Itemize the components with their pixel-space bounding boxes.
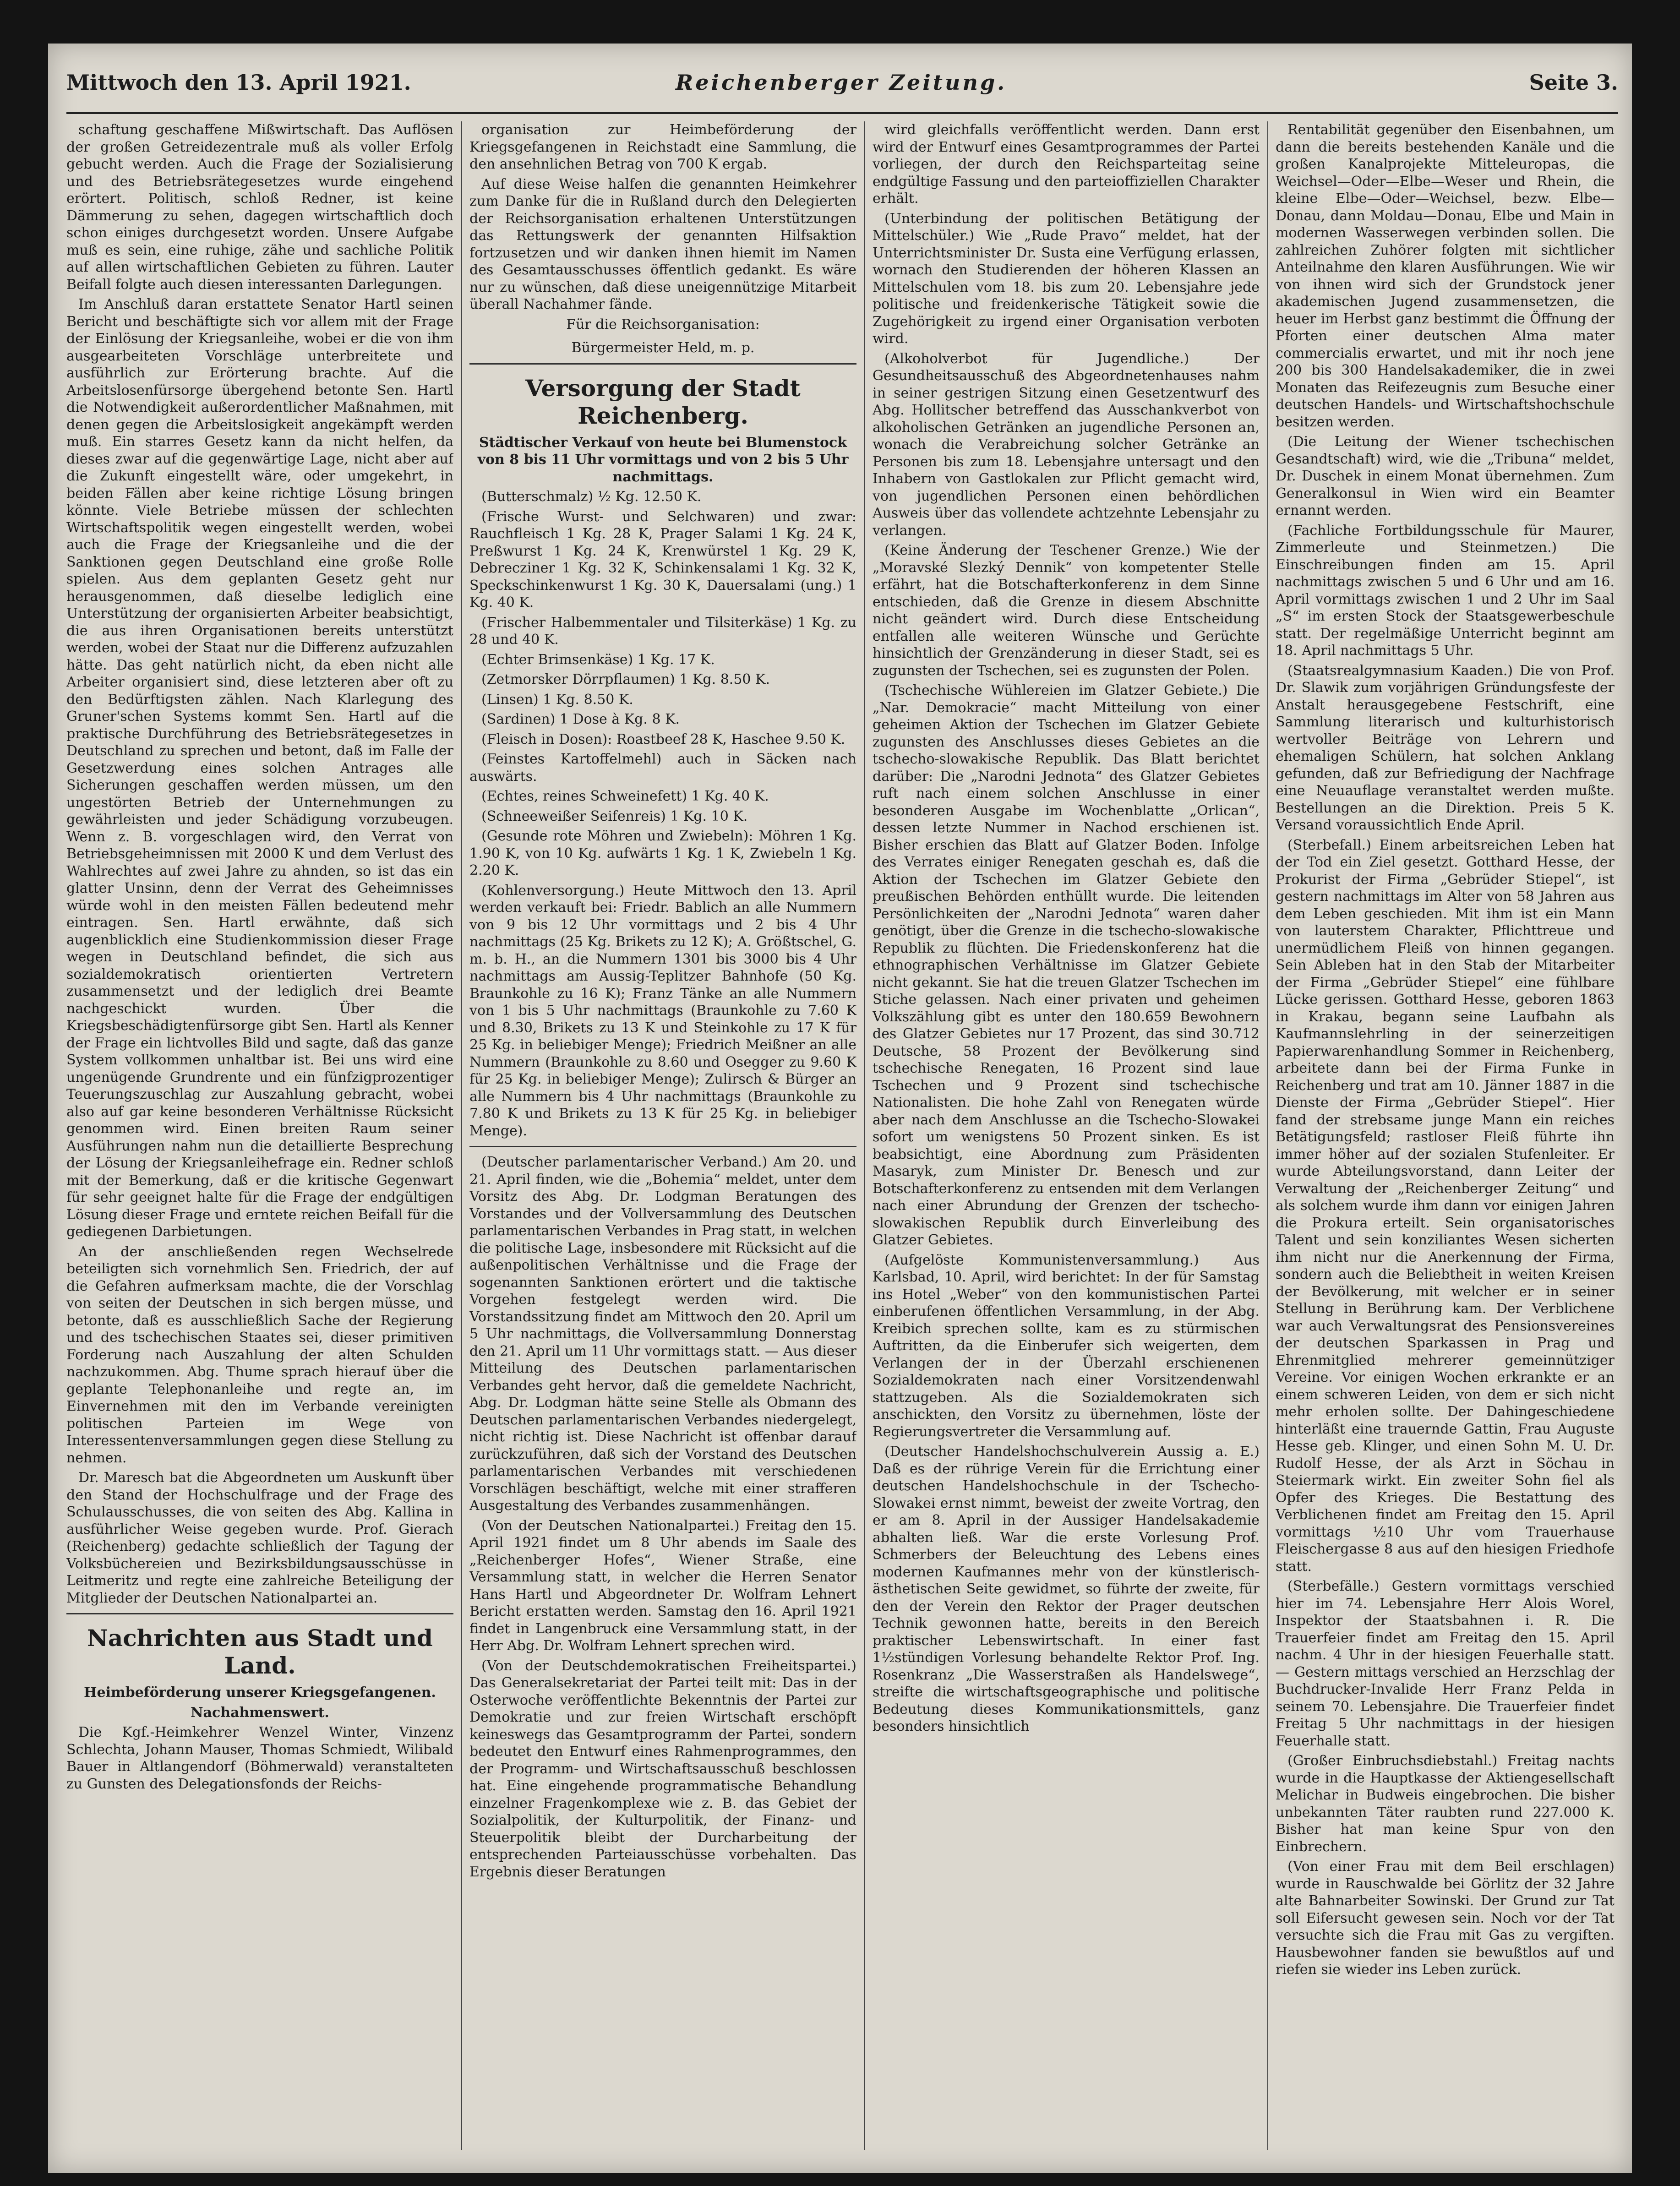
article-paragraph: (Staatsrealgymnasium Kaaden.) Die von Prof. Dr. Slawik zum vorjährigen Gründungsfeste der Anstalt herausgegebene Festschrift, eine Sammlung literarisch und kulturhistorisch wertvoller Beiträge von Lehrern und ehemaligen Schülern, hat solchen Anklang gefunden, daß zur Befriedigung der Nachfrage eine Neuauflage veranstaltet werden mußte. Bestellungen an die Direktion. Preis 5 K. Versand voraussichtlich Ende April. (1276, 662, 1615, 833)
section-subheading: Nachahmenswert. (191, 1704, 329, 1721)
article-paragraph: Auf diese Weise halfen die genannten Heimkehrer zum Danke für die in Rußland durch den Delegierten der Reichsorganisation erhaltenen Unterstützungen das Rettungswerk der genannten Hilfsaktion fortzusetzen und wir danken ihnen hiemit im Namen des Gesamtausschusses öffentlich gedankt. Es wäre nur zu wünschen, daß diese uneigennützige Mitarbeit überall Nachahmer fände. (469, 176, 856, 312)
article-paragraph: Die Kgf.-Heimkehrer Wenzel Winter, Vinzenz Schlechta, Johann Mauser, Thomas Schmiedt, Wilibald Bauer in Altlangendorf (Böhmerwald) veranstalteten zu Gunsten des Delegationsfonds der Reichs- (66, 1724, 453, 1792)
article-paragraph: (Tschechische Wühlereien im Glatzer Gebiete.) Die „Nar. Demokracie“ macht Mitteilung von einer geheimen Aktion der Tschechen im Glatzer Gebiete zugunsten des Anschlusses dieses Gebietes an die tschecho-slowakische Republik. Das Blatt berichtet darüber: Die „Narodni Jednota“ des Glatzer Gebietes ruft nach einem solchen Anschlusse in einer besonderen Ausgabe im Wochenblatte „Orlican“, dessen letzte Nummer in Nachod erschienen ist. Bisher erschien das Blatt auf Glatzer Boden. Infolge des Verrates einiger Renegaten geschah es, daß die Aktion der Tschechen im Glatzer Gebiete den preußischen Behörden enthüllt wurde. Die leitenden Persönlichkeiten der „Narodni Jednota“ waren daher genötigt, über die Grenze in die tschecho-slowakische Republik zu flüchten. Die Friedenskonferenz hat die ethnographischen Verhältnisse im Glatzer Gebiete nicht gekannt. Sie hat die treuen Glatzer Tschechen im Stiche gelassen. Nach einer privaten und geheimen Volkszählung gibt es unter den 180.659 Bewohnern des Glatzer Gebietes nur 17 Prozent, das sind 30.712 Deutsche, 58 Prozent der Bevölkerung sind tschechische Renegaten, 16 Prozent sind laue Tschechen und 9 Prozent sind tschechische Nationalisten. Die hohe Zahl von Renegaten würde aber nach dem Anschlusse an die Tschecho-Slowakei sofort um wenigstens 50 Prozent sinken. Es ist beabsichtigt, eine Abordnung zum Präsidenten Masaryk, zum Minister Dr. Benesch und zur Botschafterkonferenz zu entsenden mit dem Verlangen nach einer Abrundung der Grenzen der tschecho-slowakischen Republik durch Einverleibung des Glatzer Gebietes. (873, 682, 1260, 1248)
article-paragraph: (Aufgelöste Kommunistenversammlung.) Aus Karlsbad, 10. April, wird berichtet: In der für Samstag ins Hotel „Weber“ von den kommunistischen Partei einberufenen öffentlichen Versammlung, in der Abg. Kreibich sprechen sollte, kam es zu stürmischen Auftritten, da die Einberufer sich weigerten, dem Verlangen der in der Überzahl erschienenen Sozialdemokraten nach einer Vorsitzendenwahl stattzugeben. Als die Sozialdemokraten sich anschickten, den Vorsitz zu übernehmen, löste der Regierungsvertreter die Versammlung auf. (873, 1252, 1260, 1440)
page-header (66, 62, 1618, 114)
article-paragraph: (Fachliche Fortbildungsschule für Maurer, Zimmerleute und Steinmetzen.) Die Einschreibungen finden am 15. April nachmittags zwischen 5 und 6 Uhr und am 16. April vormittags zwischen 1 und 2 Uhr im Saal „S“ im ersten Stock der Staatsgewerbeschule statt. Der regelmäßige Unterricht beginnt am 18. April nachmittags 5 Uhr. (1276, 522, 1615, 659)
article-paragraph: (Großer Einbruchsdiebstahl.) Freitag nachts wurde in die Hauptkasse der Aktiengesellschaft Melichar in Budweis eingebrochen. Die bisher unbekannten Täter raubten rund 227.000 K. Bisher hat man keine Spur von den Einbrechern. (1276, 1753, 1615, 1855)
article-paragraph: (Feinstes Kartoffelmehl) auch in Säcken nach auswärts. (469, 751, 856, 785)
article-paragraph: (Sardinen) 1 Dose à Kg. 8 K. (481, 711, 680, 727)
article-paragraph: (Echter Brimsenkäse) 1 Kg. 17 K. (481, 651, 715, 668)
signature-line: Für die Reichsorganisation: (566, 316, 760, 333)
column-4 (1276, 121, 1615, 2150)
column-2 (469, 121, 856, 2150)
article-paragraph: (Frische Wurst- und Selchwaren) und zwar: Rauchfleisch 1 Kg. 28 K, Prager Salami 1 Kg. 24 K, Preßwurst 1 Kg. 24 K, Krenwürstel 1 Kg. 29 K, Debrecziner 1 Kg. 32 K, Schinkensalami 1 Kg. 32 K, Speckschinkenwurst 1 Kg. 30 K, Dauersalami (ung.) 1 Kg. 40 K. (469, 508, 856, 611)
article-paragraph: (Sterbefall.) Einem arbeitsreichen Leben hat der Tod ein Ziel gesetzt. Gotthard Hesse, der Prokurist der Firma „Gebrüder Stiepel“, ist gestern nachmittags im Alter von 58 Jahren aus dem Leben geschieden. Mit ihm ist ein Mann von lauterstem Charakter, Pflichttreue und unermüdlichem Fleiß von hinnen gegangen. Sein Ableben hat in den Stab der Mitarbeiter der Firma „Gebrüder Stiepel“ eine fühlbare Lücke gerissen. Gotthard Hesse, geboren 1863 in Krakau, begann seine Laufbahn als Kaufmannslehrling in der seinerzeitigen Papierwarenhandlung Sommer in Reichenberg, arbeitete dann bei der Firma Funke in Reichenberg und trat am 10. Jänner 1887 in die Dienste der Firma „Gebrüder Stiepel“. Hier fand der strebsame junge Mann ein reiches Betätigungsfeld; rastloser Fleiß führte ihn immer höher auf der sozialen Stufenleiter. Er wurde Abteilungsvorstand, dann Leiter der Verwaltung der „Reichenberger Zeitung“ und als solchem wurde ihm dann vor einigen Jahren die Prokura erteilt. Sein organisatorisches Talent und sein konziliantes Wesen sicherten ihm nicht nur die Anerkennung der Firma, sondern auch die Beliebtheit in weiten Kreisen der Bevölkerung, mit welcher er in seiner Stellung in Berührung kam. Der Verblichene war auch Verwaltungsrat des Pensionsvereines der deutschen Sparkassen in Prag und Ehrenmitglied mehrerer gemeinnütziger Vereine. Vor einigen Wochen erkrankte er an einem schweren Leiden, von dem er sich nicht mehr erholen sollte. Der Dahingeschiedene hinterläßt eine trauernde Gattin, Frau Auguste Hesse geb. Klinger, und einen Sohn M. U. Dr. Rudolf Hesse, der als Arzt in Söchau in Steiermark wirkt. Ein zweiter Sohn fiel als Opfer des Krieges. Die Bestattung des Verblichenen findet am Freitag den 15. April vormittags ½10 Uhr vom Trauerhause Fleischergasse 8 aus auf den hiesigen Friedhofe statt. (1276, 837, 1615, 1575)
article-paragraph: (Butterschmalz) ½ Kg. 12.50 K. (481, 489, 702, 505)
article-paragraph: (Von der Deutschen Nationalpartei.) Freitag den 15. April 1921 findet um 8 Uhr abends im Saale des „Reichenberger Hofes“, Wiener Straße, eine Versammlung statt, in welcher die Herren Senator Hans Hartl und Abgeordneter Dr. Wolfram Lehnert Bericht erstatten werden. Samstag den 16. April 1921 findet in Langenbruck eine Versammlung statt, in der Herr Abg. Dr. Wolfram Lehnert sprechen wird. (469, 1517, 856, 1654)
newspaper-page (48, 44, 1632, 2173)
article-paragraph: (Linsen) 1 Kg. 8.50 K. (481, 691, 633, 708)
section-subheading: Heimbeförderung unserer Kriegsgefangenen. (84, 1684, 436, 1701)
article-paragraph: (Gesunde rote Möhren und Zwiebeln): Möhren 1 Kg. 1.90 K, von 10 Kg. aufwärts 1 Kg. 1 K, Zwiebeln 1 Kg. 2.20 K. (469, 828, 856, 878)
column-1 (66, 121, 453, 2150)
article-paragraph: Dr. Maresch bat die Abgeordneten um Auskunft über den Stand der Hochschulfrage und der Frage des Schulausschusses, die von seiten des Abg. Kallina in ausführlicher Weise gegeben wurde. Prof. Gierach (Reichenberg) gedachte schließlich der Tagung der Volksbüchereien und Bezirksbildungsausschüsse in Leitmeritz und regte eine zahlreiche Beteiligung der Mitglieder der Deutschen Nationalpartei an. (66, 1470, 453, 1606)
column-divider (864, 121, 865, 2150)
article-paragraph: (Von einer Frau mit dem Beil erschlagen) wurde in Rauschwalde bei Görlitz der 32 Jahre alte Bahnarbeiter Sowinski. Der Grund zur Tat soll Eifersucht gewesen sein. Noch vor der Tat versuchte sich die Frau mit Gas zu vergiften. Hausbewohner fanden sie bewußtlos auf und riefen sie wieder ins Leben zurück. (1276, 1859, 1615, 1978)
article-paragraph: (Unterbindung der politischen Betätigung der Mittelschüler.) Wie „Rude Pravo“ meldet, hat der Unterrichtsminister Dr. Susta eine Verfügung erlassen, wornach den Studierenden der höheren Klassen an Mittelschulen vom 18. bis zum 20. Lebensjahre jede politische und freidenkerische Tätigkeit sowie die Zugehörigkeit zu irgend einer Organisation verboten wird. (873, 210, 1260, 347)
article-paragraph: (Sterbefälle.) Gestern vormittags verschied hier im 74. Lebensjahre Herr Alois Worel, Inspektor der Staatsbahnen i. R. Die Trauerfeier findet am Freitag den 15. April nachm. 4 Uhr in der hiesigen Feuerhalle statt. — Gestern mittags verschied an Herzschlag der Buchdrucker-Invalide Herr Franz Pelda in seinem 70. Lebensjahre. Die Trauerfeier findet Freitag 5 Uhr nachmittags in der hiesigen Feuerhalle statt. (1276, 1578, 1615, 1749)
article-paragraph: (Zetmorsker Dörrpflaumen) 1 Kg. 8.50 K. (481, 671, 770, 687)
column-divider (461, 121, 462, 2150)
article-paragraph: (Deutscher parlamentarischer Verband.) Am 20. und 21. April finden, wie die „Bohemia“ meldet, unter dem Vorsitz des Abg. Dr. Lodgman Beratungen des Vorstandes und der Vollversammlung des Deutschen parlamentarischen Verbandes in Prag statt, in welchen die politische Lage, insbesondere mit Rücksicht auf die außenpolitischen Verhältnisse und die Frage der sogenannten Sanktionen erörtert und die taktische Vorgehen festgelegt werden wird. Die Vorstandssitzung findet am Mittwoch den 20. April um 5 Uhr nachmittags, die Vollversammlung Donnerstag den 21. April um 11 Uhr vormittags statt. — Aus dieser Mitteilung des Deutschen parlamentarischen Verbandes geht hervor, daß die gemeldete Nachricht, Abg. Dr. Lodgman hätte seine Stelle als Obmann des Deutschen parlamentarischen Verbandes niedergelegt, nicht richtig ist. Diese Nachricht ist offenbar darauf zurückzuführen, daß sich der Vorstand des Deutschen parlamentarischen Verbandes mit verschiedenen Vorschlägen beschäftigt, welche mit einer strafferen Ausgestaltung des Verbandes zusammenhängen. (469, 1154, 856, 1514)
article-paragraph: Rentabilität gegenüber den Eisenbahnen, um dann die bereits bestehenden Kanäle und die großen Kanalprojekte Mitteleuropas, die Weichsel—Oder—Elbe—Weser und Rhein, die kleine Elbe—Oder—Weichsel, bezw. Elbe—Donau, dann Moldau—Donau, Elbe und Main in modernen Wasserwegen verbinden sollen. Die zahlreichen Zuhörer folgten mit sichtlicher Anteilnahme den klaren Ausführungen. Wie wir von ihnen wird sich der Grundstock jener akademischen Jugend zusammensetzen, die heuer im Herbst ganz bestimmt die Öffnung der Pforten einer deutschen Alma mater commercialis erwartet, und mit ihr noch jene 200 bis 300 Handelsakademiker, die in zwei Monaten das Reifezeugnis zum Besuche einer deutschen Handels- und Wirtschaftshochschule besitzen werden. (1276, 122, 1615, 430)
article-paragraph: (Kohlenversorgung.) Heute Mittwoch den 13. April werden verkauft bei: Friedr. Bablich an alle Nummern von 9 bis 12 Uhr vormittags und 2 bis 4 Uhr nachmittags (25 Kg. Brikets zu 12 K); A. Größtschel, G. m. b. H., an die Nummern 1301 bis 3000 bis 4 Uhr nachmittags am Aussig-Teplitzer Bahnhofe (50 Kg. Braunkohle zu 16 K); Franz Tänke an alle Nummern von 1 bis 5 Uhr nachmittags (Braunkohle zu 7.60 K und 8.30, Brikets zu 13 K und Steinkohle zu 17 K für 25 Kg. in beliebiger Menge); Friedrich Meißner an alle Nummern (Braunkohle zu 8.60 und Osegger zu 9.60 K für 25 Kg. in beliebiger Menge); Zulirsch & Bürger an alle Nummern bis 4 Uhr nachmittags (Braunkohle zu 7.80 K und Brikets zu 13 K für 25 Kg. in beliebiger Menge). (469, 882, 856, 1139)
column-3 (873, 121, 1260, 2150)
article-paragraph: (Die Leitung der Wiener tschechischen Gesandtschaft) wird, wie die „Tribuna“ meldet, Dr. Duschek in einem Monat übernehmen. Zum Generalkonsul in Wien wird ein Beamter ernannt werden. (1276, 434, 1615, 518)
article-paragraph: organisation zur Heimbeförderung der Kriegsgefangenen in Reichstadt eine Sammlung, die den ansehnlichen Betrag von 700 K ergab. (469, 122, 856, 172)
article-paragraph: schaftung geschaffene Mißwirtschaft. Das Auflösen der großen Getreidezentrale muß als voller Erfolg gebucht werden. Auch die Frage der Sozialisierung und des Betriebsrätegesetzes wurde eingehend erörtert. Politisch, schloß Redner, ist keine Dämmerung zu sehen, dagegen wirtschaftlich doch schon einiges durchgesetzt worden. Unsere Aufgabe muß es sein, eine ruhige, zähe und sachliche Politik auf allen wirtschaftlichen Gebieten zu führen. Lauter Beifall folgte auch diesen interessanten Darlegungen. (66, 122, 453, 293)
article-paragraph: (Deutscher Handelshochschulverein Aussig a. E.) Daß es der rührige Verein für die Errichtung einer deutschen Handelshochschule in der Tschecho-Slowakei ernst nimmt, beweist der zweite Vortrag, den er am 8. April in der Aussiger Handelsakademie abhalten ließ. War die erste Vorlesung Prof. Schmerbers der Beleuchtung des Lebens eines modernen Kaufmannes mehr von der künstlerisch-ästhetischen Seite gewidmet, so führte der zweite, für den der Verein den Rektor der Prager deutschen Technik gewonnen hatte, bereits in den Bereich praktischer Lebenswirtschaft. In einer fast 1½stündigen Vorlesung behandelte Rektor Prof. Ing. Rosenkranz „Die Wasserstraßen als Handelswege“, streifte die wirtschaftsgeographische und politische Bedeutung dieses Kommunikationsmittels, ganz besonders hinsichtlich (873, 1444, 1260, 1734)
article-paragraph: An der anschließenden regen Wechselrede beteiligten sich vornehmlich Sen. Friedrich, der auf die Gefahren aufmerksam machte, die der Vorschlag von seiten der Deutschen in sich bergen müsse, und betonte, daß es ausschließlich Sache der Regierung und des tschechischen Staates sei, dieser primitiven Forderung nach Auszahlung der alten Schulden nachzukommen. Abg. Thume sprach hierauf über die geplante Telephonanleihe und regte an, im Einvernehmen mit den im Verbande vereinigten politischen Parteien im Wege von Interessentenversammlungen gegen diese Stellung zu nehmen. (66, 1243, 453, 1466)
section-rule (66, 1613, 453, 1614)
article-paragraph: (Fleisch in Dosen): Roastbeef 28 K, Haschee 9.50 K. (481, 731, 845, 747)
article-paragraph: wird gleichfalls veröffentlicht werden. Dann erst wird der Entwurf eines Gesamtprogrammes der Partei vorliegen, der durch den Reichsparteitag seine endgültige Fassung und den parteioffiziellen Charakter erhält. (873, 122, 1260, 207)
column-divider (1267, 121, 1268, 2150)
article-paragraph: (Alkoholverbot für Jugendliche.) Der Gesundheitsausschuß des Abgeordnetenhauses nahm in seiner gestrigen Sitzung einen Gesetzentwurf des Abg. Hollitscher betreffend das Ausschankverbot von alkoholischen Getränken an jugendliche Personen an, wonach die Verabreichung solcher Getränke an Personen bis zum 18. Lebensjahre untersagt und den Inhabern von Gastlokalen zur Pflicht gemacht wird, von jugendlichen Personen einen behördlichen Ausweis über das vollendete achtzehnte Lebensjahr zu verlangen. (873, 350, 1260, 539)
article-paragraph: (Von der Deutschdemokratischen Freiheitspartei.) Das Generalsekretariat der Partei teilt mit: Das in der Osterwoche veröffentlichte Bekenntnis der Partei zur Demokratie und zur freien Wirtschaft erschöpft keineswegs das Gesamtprogramm der Partei, sondern bedeutet den Entwurf eines Rahmenprogrammes, den der Programm- und Wirtschaftsausschuß beschlossen hat. Eine eingehende programmatische Behandlung einzelner Fragenkomplexe wie z. B. das Gebiet der Sozialpolitik, der Kulturpolitik, der Finanz- und Steuerpolitik bleibt der Durcharbeitung der entsprechenden Parteiausschüsse vorbehalten. Das Ergebnis dieser Beratungen (469, 1657, 856, 1880)
article-paragraph: (Echtes, reines Schweinefett) 1 Kg. 40 K. (481, 788, 769, 804)
page-number: Seite 3. (1529, 70, 1618, 95)
section-rule (469, 363, 856, 365)
article-paragraph: (Keine Änderung der Teschener Grenze.) Wie der „Moravské Slezký Dennik“ von kompetenter Stelle erfährt, hat die Botschafterkonferenz in dem Sinne entschieden, daß die Grenze in diesem Abschnitte nicht geändert wird. Durch diese Entscheidung entfallen alle weiteren Wünsche und Gerüchte hinsichtlich der Grenzänderung in dieser Stadt, sei es zugunsten der Tschechen, sei es zugunsten der Polen. (873, 542, 1260, 679)
newspaper-name: Reichenberger Zeitung. (676, 70, 1007, 95)
header-date: Mittwoch den 13. April 1921. (66, 70, 411, 95)
section-rule (469, 1146, 856, 1147)
article-paragraph: (Schneeweißer Seifenreis) 1 Kg. 10 K. (481, 808, 748, 824)
signature-line: Bürgermeister Held, m. p. (571, 340, 755, 356)
article-paragraph: Im Anschluß daran erstattete Senator Hartl seinen Bericht und beschäftigte sich vor allem mit der Frage der Einlösung der Kriegsanleihe, wobei er die von ihm ausgearbeiteten Vorschläge unterbreitete und ausführlich zur Erörterung brachte. Auf die Arbeitslosenfürsorge übergehend betonte Sen. Hartl die Notwendigkeit außerordentlicher Maßnahmen, mit denen gegen die Arbeitslosigkeit angekämpft werden muß. Ein starres Gesetz kann da nicht helfen, da dieses zwar auf die gegenwärtige Lage, nicht aber auf die Zukunft eingestellt wäre, oder umgekehrt, in beiden Fällen aber keine richtige Lösung bringen könnte. Viele Betriebe müssen der schlechten Wirtschaftspolitik wegen eingestellt werden, wobei auch die Frage der Kriegsanleihe und die der Sanktionen gegen Deutschland eine große Rolle spielen. Aus dem geplanten Gesetz geht nur herausgenommen, daß dieselbe lediglich eine Unterstützung der organisierten Arbeiter beabsichtigt, die aus ihren Organisationen bereits unterstützt werden, wobei der Staat nur die Differenz aufzuzahlen hätte. Das geht natürlich nicht, da eben nicht alle Arbeiter organisiert sind, diese letzteren aber oft zu den Bedürftigsten zählen. Nach Klarlegung des Gruner'schen Systems kommt Sen. Hartl auf die praktische Durchführung des Betriebsrätegesetzes in Deutschland zu sprechen und betont, daß im Falle der Gesetzwerdung eines solchen Antrages alle Sicherungen geschaffen werden müssen, um den ungestörten Betrieb der Unternehmungen zu gewährleisten und jeder Schädigung vorzubeugen. Wenn z. B. vorgeschlagen wird, den Verrat von Betriebsgeheimnissen mit 2000 K und dem Verlust des Wahlrechtes auf zwei Jahre zu ahnden, so ist das ein glatter Unsinn, denn der Verrat des Geheimnisses würde wohl in den meisten Fällen bedeutend mehr eintragen. Sen. Hartl erwähnte, daß sich augenblicklich eine Studienkommission dieser Frage wegen in Deutschland befindet, die sich aus sozialdemokratisch orientierten Vertretern zusammensetzt und der lediglich drei Beamte nachgeschickt wurden. Über die Kriegsbeschädigtenfürsorge gibt Sen. Hartl als Kenner der Frage ein lichtvolles Bild und sagte, daß das ganze System vollkommen unhaltbar ist. Bei uns wird eine ungenügende Grundrente und ein fünfzigprozentiger Teuerungszuschlag zur Auszahlung gebracht, wobei also auf gar keine besonderen Verhältnisse Rücksicht genommen wird. Einen breiten Raum seiner Ausführungen nahm nun die detaillierte Besprechung der Lösung der Kriegsanleihefrage ein. Redner schloß mit der Bemerkung, daß er die kritische Gegenwart für sehr geeignet halte für die Frage der endgültigen Lösung dieser Frage und erntete reichen Beifall für die gediegenen Darbietungen. (66, 296, 453, 1240)
article-subheading: Städtischer Verkauf von heute bei Blumenstock von 8 bis 11 Uhr vormittags und von 2 bis 5 Uhr nachmittags. (477, 434, 849, 485)
article-title: Versorgung der Stadt Reichenberg. (525, 374, 801, 429)
article-paragraph: (Frischer Halbemmentaler und Tilsiterkäse) 1 Kg. zu 28 und 40 K. (469, 614, 856, 648)
section-title: Nachrichten aus Stadt und Land. (87, 1625, 433, 1679)
